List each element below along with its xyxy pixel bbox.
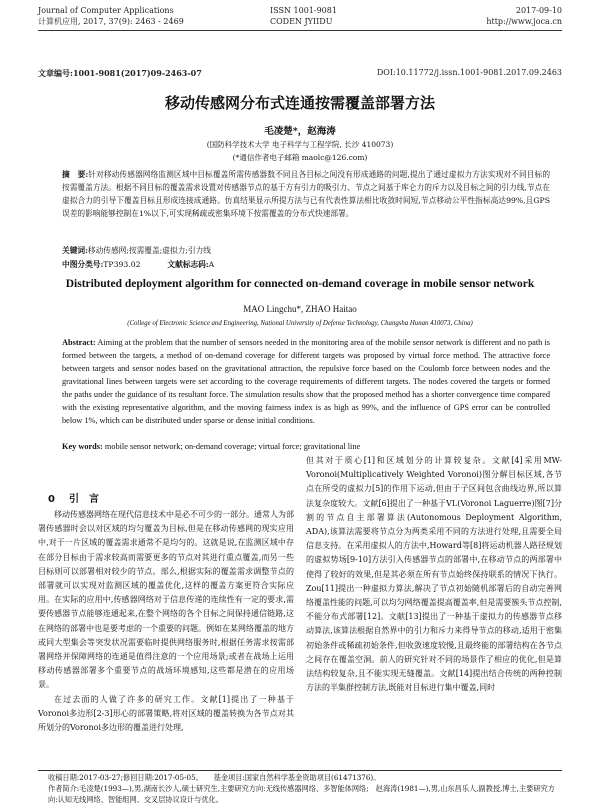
- affiliation-en: (College of Electronic Science and Engineering, National University of Defense Technology, Changsha Hunan 410073, China): [127, 320, 473, 327]
- header-rule: [38, 30, 562, 31]
- keywords-cn-text: 移动传感网;按需覆盖;虚拟力;引力线: [87, 246, 211, 255]
- doc-code-label: 文献标志码:: [167, 260, 209, 269]
- fund-info: 基金项目:国家自然科学基金资助项目(61471376)。: [213, 773, 381, 782]
- issn: ISSN 1001-9081: [270, 6, 337, 15]
- body-paragraph: 移动传感器网络在现代信息技术中是必不可少的一部分。通常人为部署传感器时会以对区域的均匀覆盖为目标,但是在移动传感网的现实应用中,对于一片区域的覆盖需求通常不是均匀的。这就是说,在监测区域中存在部分目标由于需求较高而需要更多的节点对其进行重点覆盖,而另一些目标则可以部署相对较少的节点。部么,根据实际的覆盖需求调整节点的部署就可以实现对监测区域的覆盖优化,这样的覆盖方案更符合实际应用。在实际的应用中,传感器网络对于信息传递的连续性有一定的要求,需要传感器节点能够连通起来,在整个网络的各个目标之间保持通信链路,这在网络的部署中也是要考虑的一个重要的问题。例如在某网络覆盖的地方或同大型集会等突发状况需要临时提供网络服务时,根据任务需求按需部署网络并保障网络的连通是值得注意的一个应用场景;或者在战场上运用移动传感器部署多个重要节点的战场环境感知,这些都是潜在的应用场景。: [38, 510, 294, 690]
- affiliation-cn: (国防科学技术大学 电子科学与工程学院, 长沙 410073): [206, 140, 394, 149]
- issue-date: 2017-09-10: [515, 6, 562, 15]
- author-bio: 作者简介:毛凌楚(1993—),男,湖南长沙人,硕士研究生,主要研究方向:无线传感器网络、多智能体网络; 赵海涛(1981—),男,山东昌乐人,副教授,博士,主要研究方向:认知无线网络、智能组网、交叉层协议设计与优化。: [48, 784, 555, 804]
- classification-cn: [62, 258, 550, 271]
- body-paragraph: 在过去面的人做了许多的研究工作。文献[1]提出了一种基于Voronoi多边形[2-3]形心的部署策略,将对区域的覆盖转换为各节点对其所划分的Voronoi多边形的覆盖进行处理,: [38, 694, 294, 733]
- journal-citation: 计算机应用, 2017, 37(9): 2463 - 2469: [38, 17, 184, 26]
- coden: CODEN JYIIDU: [270, 17, 333, 26]
- authors-cn: 毛凌楚*，赵海涛: [264, 126, 336, 137]
- abstract-en-text: Aiming at the problem that the number of sensors needed in the monitoring area of the mobile sensor network is different and no path is formed between the targets, a method of on-demand coverage for different targets was proposed by virtual force method. The attractive force between targets and sensor nodes based on the gravitational attraction, the repulsive force based on the Coulomb force between nodes and the gravitational lines between targets were set according to the coverage requirements of different targets. The nodes covered the targets or formed the paths under the guidance of its resultant force. The simulation results show that the proposed method has a shorter convergence time compared with the existing representative algorithm, and the moving fairness index is as high as 99%, and the influence of GPS error can be controlled below 1%, which can be distributed under sparse or dense initial conditions.: [62, 338, 550, 425]
- title-en: Distributed deployment algorithm for connected on-demand coverage in mobile sensor network: [65, 278, 535, 290]
- body-left-column: [38, 508, 294, 735]
- abstract-cn-text: 针对移动传感器网络监测区域中目标覆盖所需传感器数不同且各目标之间没有形成通路的问题,提出了通过虚拟力方法实现对不同目标的按需覆盖方法。根据不同目标的覆盖需求设置对传感器节点的基于方有引力的吸引力、节点之间基于库仑力的斥力以及目标之间的引力线,节点在虚拟合力的引导下覆盖目标且形成连接成通路。仿真结果显示所提方法与已有代表性算法相比收敛时间短,节点移动公平性指标高达99%,且GPS误差的影响能够控制在1%以下,可实现稀疏或密集环境下按需覆盖的分布式快速部署。: [62, 170, 551, 219]
- footnote-rule: [38, 770, 562, 771]
- section-heading: [48, 490, 99, 505]
- doi: DOI:10.11772/j.issn.1001-9081.2017.09.2463: [376, 68, 562, 77]
- body-right-column: [306, 454, 562, 695]
- article-number: 文章编号:1001-9081(2017)09-2463-07: [38, 68, 202, 78]
- keywords-cn: [62, 244, 550, 257]
- footnote: [48, 772, 562, 805]
- keywords-en-label: Key words:: [62, 442, 103, 451]
- keywords-en-text: mobile sensor network; on-demand coverage; virtual force; gravitational line: [104, 442, 361, 451]
- journal-name-en: Journal of Computer Applications: [38, 6, 174, 15]
- abstract-cn-label: 摘 要:: [62, 170, 89, 179]
- authors-en: MAO Lingchu*, ZHAO Haitao: [243, 304, 357, 314]
- email-cn: (*通信作者电子邮箱 maolc@126.com): [232, 153, 368, 162]
- clc-label: 中图分类号:: [62, 260, 104, 269]
- received-date: 收稿日期:2017-03-27;修回日期:2017-05-05。: [48, 773, 200, 782]
- keywords-en: [62, 440, 550, 453]
- footnote-dates: [48, 772, 562, 783]
- abstract-en: [62, 336, 550, 427]
- journal-url: http://www.joca.cn: [486, 17, 562, 26]
- body-paragraph: 但其对于质心[1]和区域划分的计算较复杂。文献[4]采用MW-Voronoi(Multiplicatively Weighted Voronoi)图分解目标区域,各节点在所受的虚拟力[5]的作用下运动,但由于子区间包含曲线边界,所以算法复杂度较大。文献[6]提出了一种基于VL(Voronoi Laguerre)图[7]分割的节点自主部署算法(Autonomous Deployment Algorithm, ADA),该算法需要将节点分为两类采用不同的方法进行处理,且需要全局信息支持。在采用虚拟人的方法中,Howard等[8]将运动机器人路径规划的虚拟势场[9-10]方法引入传感器节点的部署中,在移动节点的两部署中使得了较好的效果,但是其必须在所有节点始终保持联系的情况下执行。Zou[11]提出一种虚拟力算法,解决了节点初始随机部署后的自动完善网络覆盖性能的问题,可以均匀网络覆盖提高覆盖率,但是需要簇头节点控制,不能分布式部署[12]。文献[13]提出了一种基于虚拟力的传感器节点移动算法,该算法根据自然界中的引力和斥力来得导节点的移动,适用于密集初始条件或稀疏初始条件,但收敛速度较慢,且最终能的部署结构在各节点之间存在覆盖空洞。前人的研究针对不同的场景作了相应的优化,但是算法结构较复杂,且不能实现无缝覆盖。文献[14]提出结合传统的两种控制方法的半集群控制方法,既能对目标进行集中覆盖,同时: [306, 456, 562, 693]
- abstract-en-label: Abstract:: [62, 338, 96, 347]
- abstract-cn: [62, 168, 550, 220]
- keywords-cn-label: 关键词:: [62, 246, 88, 255]
- title-cn: 移动传感网分布式连通按需覆盖部署方法: [164, 94, 435, 112]
- clc-value: TP393.02: [103, 260, 141, 269]
- section-title: 引 言: [68, 494, 99, 505]
- section-number: 0: [48, 494, 55, 505]
- doc-code-value: A: [208, 260, 215, 269]
